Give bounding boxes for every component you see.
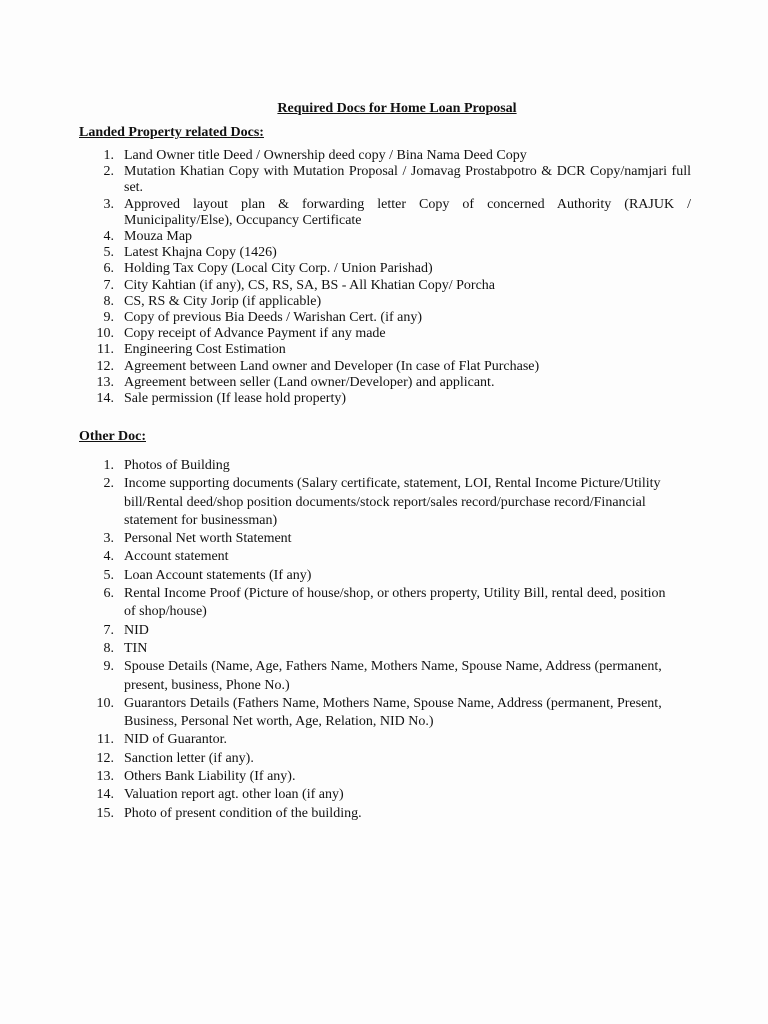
landed-property-docs-list xyxy=(79,148,691,407)
list-item-number: 1. xyxy=(103,458,114,473)
list-item xyxy=(79,229,691,245)
list-item xyxy=(79,658,679,695)
list-item xyxy=(79,342,691,358)
list-item-text: Approved layout plan & forwarding letter Copy of concerned Authority (RAJUK / Municipality/Else), Occupancy Certificate xyxy=(124,196,691,228)
list-item xyxy=(79,326,691,342)
list-item-number: 3. xyxy=(103,196,114,212)
list-item-number: 4. xyxy=(103,229,114,245)
list-item-number: 2. xyxy=(103,476,114,492)
list-item xyxy=(79,457,679,475)
list-item-number: 13. xyxy=(96,769,114,785)
list-item-text: Income supporting documents (Salary certificate, statement, LOI, Rental Income Picture/Utility bill/Rental deed/shop position documents/stock report/sales record/purchase record/Financial statement for businessman) xyxy=(124,476,661,528)
list-item xyxy=(79,805,679,823)
list-item-number: 12. xyxy=(96,750,114,766)
list-item-text: NID of Guarantor. xyxy=(124,732,228,748)
list-item-text: Latest Khajna Copy (1426) xyxy=(124,245,277,261)
list-item-number: 10. xyxy=(96,326,114,342)
list-item-text: Valuation report agt. other loan (if any) xyxy=(124,787,344,803)
list-item-text: Land Owner title Deed / Ownership deed copy / Bina Nama Deed Copy xyxy=(124,148,527,163)
list-item-text: Guarantors Details (Fathers Name, Mothers Name, Spouse Name, Address (permanent, Present, Business, Personal Net worth, Age, Relation, NID No.) xyxy=(124,695,662,730)
list-item xyxy=(79,768,679,786)
list-item xyxy=(79,197,691,229)
list-item-number: 14. xyxy=(96,787,114,803)
list-item-number: 9. xyxy=(103,659,114,675)
list-item-number: 3. xyxy=(103,531,114,547)
list-item-text: Engineering Cost Estimation xyxy=(124,342,286,358)
list-item xyxy=(79,530,679,548)
list-item-text: Account statement xyxy=(124,549,229,565)
list-item-text: Sale permission (If lease hold property) xyxy=(124,391,346,407)
list-item-text: Agreement between Land owner and Developer (In case of Flat Purchase) xyxy=(124,358,540,374)
list-item xyxy=(79,640,679,658)
list-item xyxy=(79,391,691,407)
list-item-text: Loan Account statements (If any) xyxy=(124,567,312,583)
list-item-text: Holding Tax Copy (Local City Corp. / Union Parishad) xyxy=(124,261,433,277)
list-item-number: 7. xyxy=(103,277,114,293)
list-item-text: TIN xyxy=(124,640,148,656)
list-item-text: Mutation Khatian Copy with Mutation Proposal / Jomavag Prostabpotro & DCR Copy/namjari full set. xyxy=(124,164,691,196)
list-item xyxy=(79,750,679,768)
list-item-text: Personal Net worth Statement xyxy=(124,531,292,547)
list-item xyxy=(79,278,691,294)
list-item-number: 14. xyxy=(96,391,114,407)
list-item-number: 9. xyxy=(103,310,114,326)
list-item-text: Sanction letter (if any). xyxy=(124,750,254,766)
list-item xyxy=(79,359,691,375)
list-item-number: 8. xyxy=(103,293,114,309)
list-item xyxy=(79,148,691,164)
list-item-text: Photo of present condition of the building. xyxy=(124,805,362,821)
list-item-number: 12. xyxy=(96,358,114,374)
list-item-text: Agreement between seller (Land owner/Developer) and applicant. xyxy=(124,374,495,390)
list-item xyxy=(79,294,691,310)
list-item-text: Others Bank Liability (If any). xyxy=(124,769,296,785)
list-item-text: City Kahtian (if any), CS, RS, SA, BS - All Khatian Copy/ Porcha xyxy=(124,277,495,293)
list-item-text: Rental Income Proof (Picture of house/shop, or others property, Utility Bill, rental deed, position of shop/house) xyxy=(124,586,666,620)
list-item xyxy=(79,548,679,566)
list-item xyxy=(79,164,691,196)
list-item-number: 15. xyxy=(96,805,114,821)
list-item xyxy=(79,261,691,277)
other-docs-list xyxy=(79,457,679,823)
list-item-text: Copy of previous Bia Deeds / Warishan Cert. (if any) xyxy=(124,310,422,326)
list-item-number: 4. xyxy=(103,549,114,565)
list-item-text: Spouse Details (Name, Age, Fathers Name, Mothers Name, Spouse Name, Address (permanent, present, business, Phone No.) xyxy=(124,659,662,693)
list-item xyxy=(79,567,679,585)
list-item-text: Photos of Building xyxy=(124,458,230,473)
list-item xyxy=(79,731,679,749)
list-item-number: 2. xyxy=(103,164,114,180)
list-item xyxy=(79,475,679,530)
list-item-number: 10. xyxy=(96,695,114,711)
document-title: Required Docs for Home Loan Proposal xyxy=(277,101,517,116)
list-item-number: 11. xyxy=(97,342,114,358)
list-item-number: 6. xyxy=(103,586,114,602)
section-heading-landed-property: Landed Property related Docs: xyxy=(79,125,264,140)
list-item-number: 5. xyxy=(103,567,114,583)
list-item xyxy=(79,622,679,640)
list-item-number: 8. xyxy=(103,640,114,656)
list-item-number: 7. xyxy=(103,622,114,638)
section-heading-other-doc: Other Doc: xyxy=(79,429,146,444)
list-item-number: 13. xyxy=(96,374,114,390)
list-item-number: 6. xyxy=(103,261,114,277)
list-item xyxy=(79,786,679,804)
list-item xyxy=(79,695,679,732)
list-item-text: CS, RS & City Jorip (if applicable) xyxy=(124,293,322,309)
list-item-number: 1. xyxy=(103,148,114,163)
list-item-text: Mouza Map xyxy=(124,229,193,245)
list-item xyxy=(79,585,679,622)
list-item-text: NID xyxy=(124,622,149,638)
list-item xyxy=(79,375,691,391)
list-item-number: 11. xyxy=(97,732,114,748)
list-item-number: 5. xyxy=(103,245,114,261)
list-item xyxy=(79,310,691,326)
list-item xyxy=(79,245,691,261)
list-item-text: Copy receipt of Advance Payment if any made xyxy=(124,326,386,342)
